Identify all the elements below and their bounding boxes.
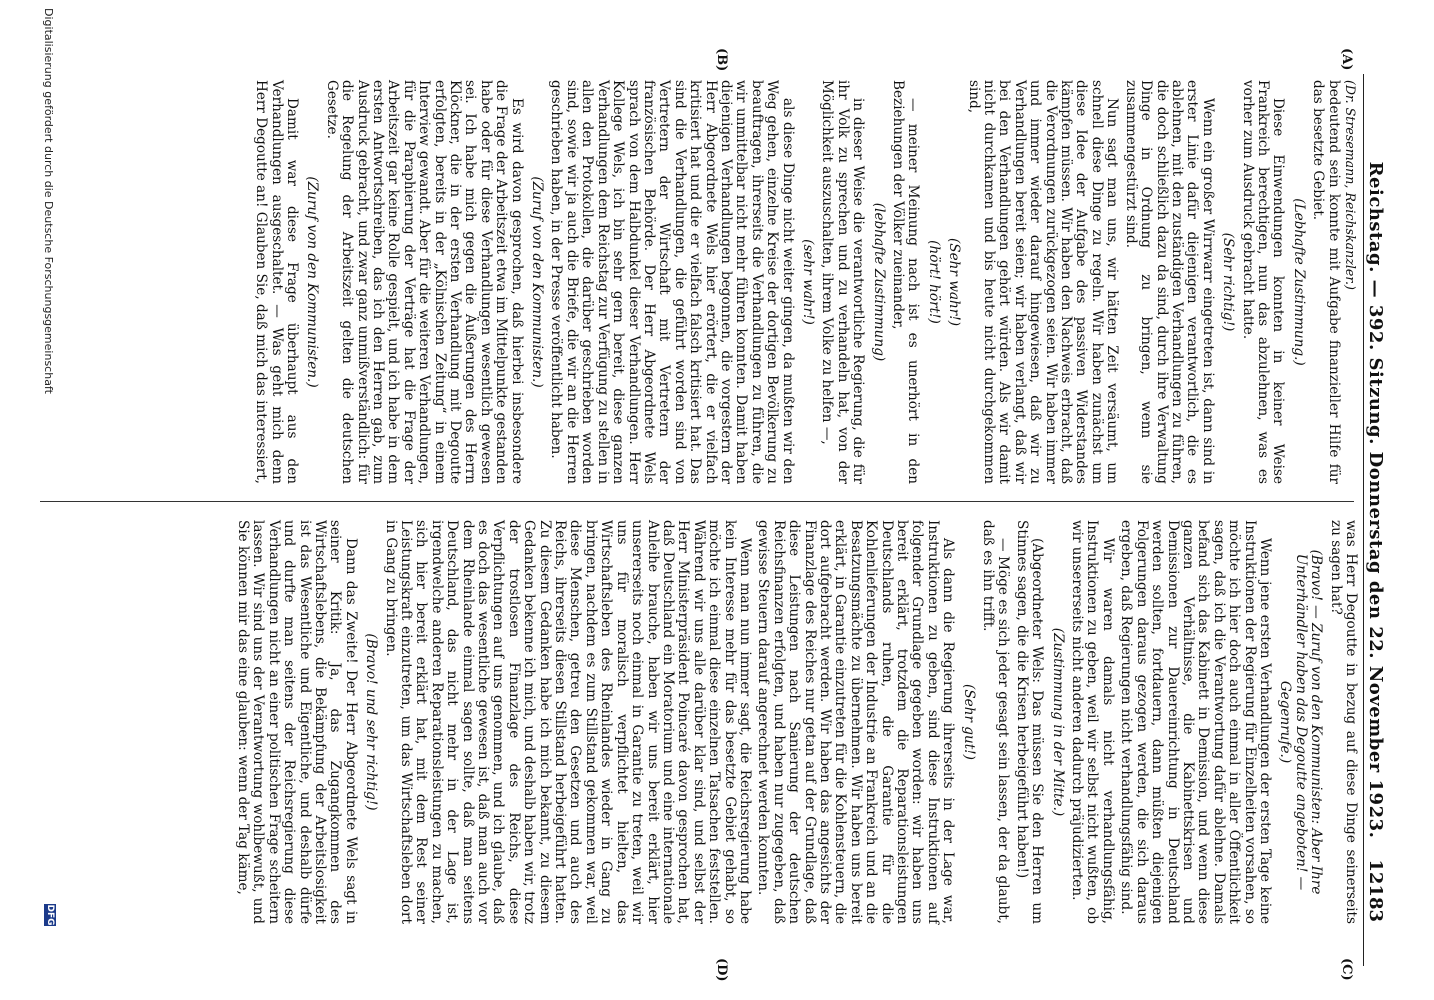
speaker-note: (Dr. Stresemann, Reichskanzler.): [1343, 80, 1358, 290]
paragraph: Wir waren damals nicht verhandlungsfähig, Instruktionen zu geben, weil wir selbst nicht wußten, ob wir unsererseits nicht anderen dadurch präjudizierten.: [1069, 520, 1116, 924]
paragraph: als diese Dinge nicht weiter gingen, da mußten wir den Weg gehen, einzelne Kreise der dortigen Bevölkerung zu beauftragen, ihrerseits die Verhandlungen zu führen, die wir unmittelbar nicht mehr führen konnten. Damit haben diejenigen Verhandlungen begonnen, die vorgestern der Herr Abgeordnete Wels hier erörtert, die er vielfach kritisiert hat und die er vielfach falsch kritisiert hat. Das sind die Verhandlungen, die geführt worden sind von Vertretern der Wirtschaft mit Vertretern der französischen Behörde. Der Herr Abgeordnete Wels sprach von dem Halbdunkel dieser Verhandlungen. Herr Kollege Wels, ich bin sehr gern bereit, diese ganzen Verhandlungen dem Reichstag zur Verfügung zu stellen in allen den Protokollen, die darüber geschrieben worden sind, sowie wir ja auch die Briefe, die wir an die Herren geschrieben haben, in der Presse veröffentlicht haben.: [548, 80, 796, 484]
paragraph: Wenn ein großer Wirrwarr eingetreten ist, dann sind in erster Linie dafür diejenigen verantwortlich, die es ablehnen, mit den zuständigen Verhandlungen zu führen, die doch schließlich dazu da sind, durch ihre Verwaltung Dinge in Ordnung zu bringen, wenn sie zusammengestürzt sind.: [1122, 80, 1216, 484]
interjection: (Zustimmung in der Mitte.): [1049, 627, 1066, 817]
interjection: (Bravo! — Zuruf von den Kommunisten: Aber Ihre Unterhändler haben das Degoutte angeboten! — Gegenrufe.): [1277, 549, 1325, 895]
interjection: (Sehr richtig!): [1220, 232, 1237, 332]
column-divider: [40, 501, 1354, 502]
paragraph: Als dann die Regierung ihrerseits in der Lage war, Instruktionen zu geben, sind diese Instruktionen auf folgender Grundlage gegeben worden: wir haben uns bereit erklärt, trotzdem die Reparationsleistungen Deutschlands ruhen, die Garantie für die Kohlenlieferungen der Industrie an Frankreich und an die Besatzungsmächte zu übernehmen. Wir haben uns bereit erklärt, in Garantie einzutreten für die Kohlensteuern, die dort aufgebracht werden. Wir haben das angesichts der Finanzlage des Reiches nur getan auf der Grundlage, daß diese Leistungen nach Sanierung der deutschen Reichsfinanzen erfolgten, und haben nur zugegeben, daß gewisse Steuern darauf angerechnet werden konnten.: [755, 520, 957, 924]
paragraph: Damit war diese Frage überhaupt aus den Verhandlungen ausgeschaltet. — Was geht mich denn Herr Degoutte an! Glauben Sie, daß mich das interessiert,: [253, 80, 300, 484]
margin-marker-c: (C): [1339, 958, 1354, 981]
interjection: (Sehr gut!): [960, 684, 977, 760]
paragraph: bedeutend sein konnte mit Aufgabe finanzieller Hilfe für das besetzte Gebiet.: [1310, 80, 1342, 484]
paragraph: (Abgeordneter Wels: Das müssen Sie den Herren um Stinnes sagen, die die Krisen herbeigeführt haben!): [1013, 520, 1046, 924]
paragraph: Wenn jene ersten Verhandlungen der ersten Tage keine Instruktionen der Regierung für Einzelheiten vorsahen, so möchte ich hier doch auch einmal in aller Öffentlichkeit sagen, daß ich die Verantwortung dafür ablehne. Damals befand sich das Kabinett in Demission, und wenn diese ganzen Verhältnisse, die Kabinettskrisen und Demissionen zur Dauereinrichtung in Deutschland werden sollten, fortdauern, dann müßten diejenigen Folgerungen daraus gezogen werden, die sich daraus ergeben, daß Regierungen nicht verhandlungsfähig sind.: [1118, 520, 1273, 924]
interjection: (Bravo! und sehr richtig!): [363, 633, 380, 811]
interjection: (Sehr wahr!): [946, 238, 963, 326]
paragraph: Nun sagt man uns, wir hätten Zeit versäumt, um schnell diese Dinge zu regeln. Wir haben zunächst um diese Idee der Aufgabe des passiven Widerstandes kämpfen müssen. Wir haben den Nachweis erbracht, daß die Verordnungen zurückgezogen seien. Wir haben immer und immer wieder darauf hingewiesen, daß wir zu Verhandlungen bereit seien; wir haben verlangt, daß wir bei den Verhandlungen gehört würden. Als wir damit nicht durchkamen und bis heute nicht durchgekommen sind,: [965, 80, 1121, 484]
paragraph: — meiner Meinung nach ist es unerhört in den Beziehungen der Völker zueinander,: [890, 80, 922, 484]
interjection: (Lebhafte Zustimmung.): [1290, 198, 1307, 366]
left-text-column: [250, 80, 1358, 484]
dfg-logo-icon: DFG: [45, 904, 55, 926]
paragraph: Wenn man nun immer sagt, die Reichsregierung habe kein Interesse mehr für das besetzte Gebiet gehabt, so möchte ich einmal diese einzelnen Tatsachen feststellen. Während wir uns alle darüber klar sind, und selbst der Herr Ministerpräsident Poincaré davon gesprochen hat, daß Deutschland ein Moratorium und eine internationale Anleihe brauche, haben wir uns bereit erklärt, hier unsererseits noch einmal in Garantie zu treten, weil wir uns für moralisch verpflichtet hielten, das Wirtschaftsleben des Rheinlandes wieder in Gang zu bringen, nachdem es zum Stillstand gekommen war, weil diese Menschen, getreu den Gesetzen und auch des Reichs, ihrerseits diesen Stillstand herbeigeführt hatten. Zu diesem Gedanken habe ich mich bekannt, zu diesem Gedanken bekenne ich mich, und deshalb haben wir, trotz der trostlosen Finanzlage des Reichs, diese Verpflichtungen auf uns genommen, und ich glaube, daß es doch das wesentliche gewesen ist, daß man auch vor dem Rheinlande einmal sagen sollte, daß man seitens Deutschland, das nicht mehr in der Lage ist, irgendwelche anderen Reparationsleistungen zu machen, sich hier bereit erklärt hat, mit dem Rest seiner Leistungskraft einzutreten, um das Wirtschaftsleben dort in Gang zu bringen.: [382, 520, 753, 924]
paragraph: Diese Einwendungen konnten in keiner Weise Frankreich berechtigen, nun das abzulehnen, was es vorher zum Ausdruck gebracht hatte.: [1239, 80, 1287, 484]
interjection: (sehr wahr!): [800, 239, 816, 325]
paragraph: Es wird davon gesprochen, daß hierbei insbesondere die Frage der Arbeitszeit etwa im Mittelpunkte gestanden habe oder für diese Verhandlungen wesentlich gewesen sei. Ich habe mich gegen die Äußerungen des Herrn Klöckner, die in der ersten Verhandlung mit Degoutte erfolgten, bereits in der „Kölnischen Zeitung“ in einem Interview gewandt. Aber für die weiteren Verhandlungen, für die Paraphierung der Verträge hat die Frage der Arbeitszeit gar keine Rolle gespielt, und ich habe in dem ersten Antwortschreiben, das ich den Herren gab, zum Ausdruck gebracht, und zwar ganz unmißverständlich: für die Regelung der Arbeitszeit gelten die deutschen Gesetze.: [323, 80, 525, 484]
interjection: (Zuruf von den Kommunisten.): [304, 176, 321, 388]
margin-marker-b: (B): [714, 48, 729, 72]
interjection: (hört! hört!): [925, 240, 942, 324]
paragraph: Dann das Zweite! Der Herr Abgeordnete Wels sagt in seiner Kritik: Ja, das Zugangkommen des Wirtschaftslebens, die Bekämpfung der Arbeitslosigkeit ist das Wesentliche und Eigentliche, und deshalb dürfe und durfte man seitens der Reichsregierung diese Verhandlungen nicht an einer politischen Frage scheitern lassen. Wir sind uns der Verantwortung wohlbewußt, und Sie können mir das eine glauben: wenn der Tag käme,: [234, 520, 359, 924]
margin-marker-a: (A): [1339, 48, 1354, 71]
header-rule: [1363, 74, 1364, 966]
page-title: Reichstag. — 392. Sitzung. Donnerstag den 22. November 1923.: [1365, 161, 1386, 839]
paragraph: in dieser Weise die verantwortliche Regierung, die für ihr Volk zu sprechen und zu verhandeln hat, von der Möglichkeit auszuschalten, ihrem Volke zu helfen —,: [819, 80, 867, 484]
right-text-column: [232, 520, 1358, 924]
paragraph: was Herr Degoutte in bezug auf diese Dinge seinerseits zu sagen hat?: [1327, 520, 1359, 924]
paragraph: — Möge es sich jeder gesagt sein lassen, der da glaubt, daß es ihn trifft.: [980, 520, 1012, 924]
interjection: (Zuruf von den Kommunisten.): [529, 176, 546, 388]
page-number: 12183: [1365, 859, 1386, 922]
digitization-credit: Digitalisierung gefördert durch die Deutsche Forschungsgemeinschaft: [42, 8, 55, 394]
margin-marker-d: (D): [714, 958, 729, 982]
interjection: (lebhafte Zustimmung): [870, 202, 887, 362]
